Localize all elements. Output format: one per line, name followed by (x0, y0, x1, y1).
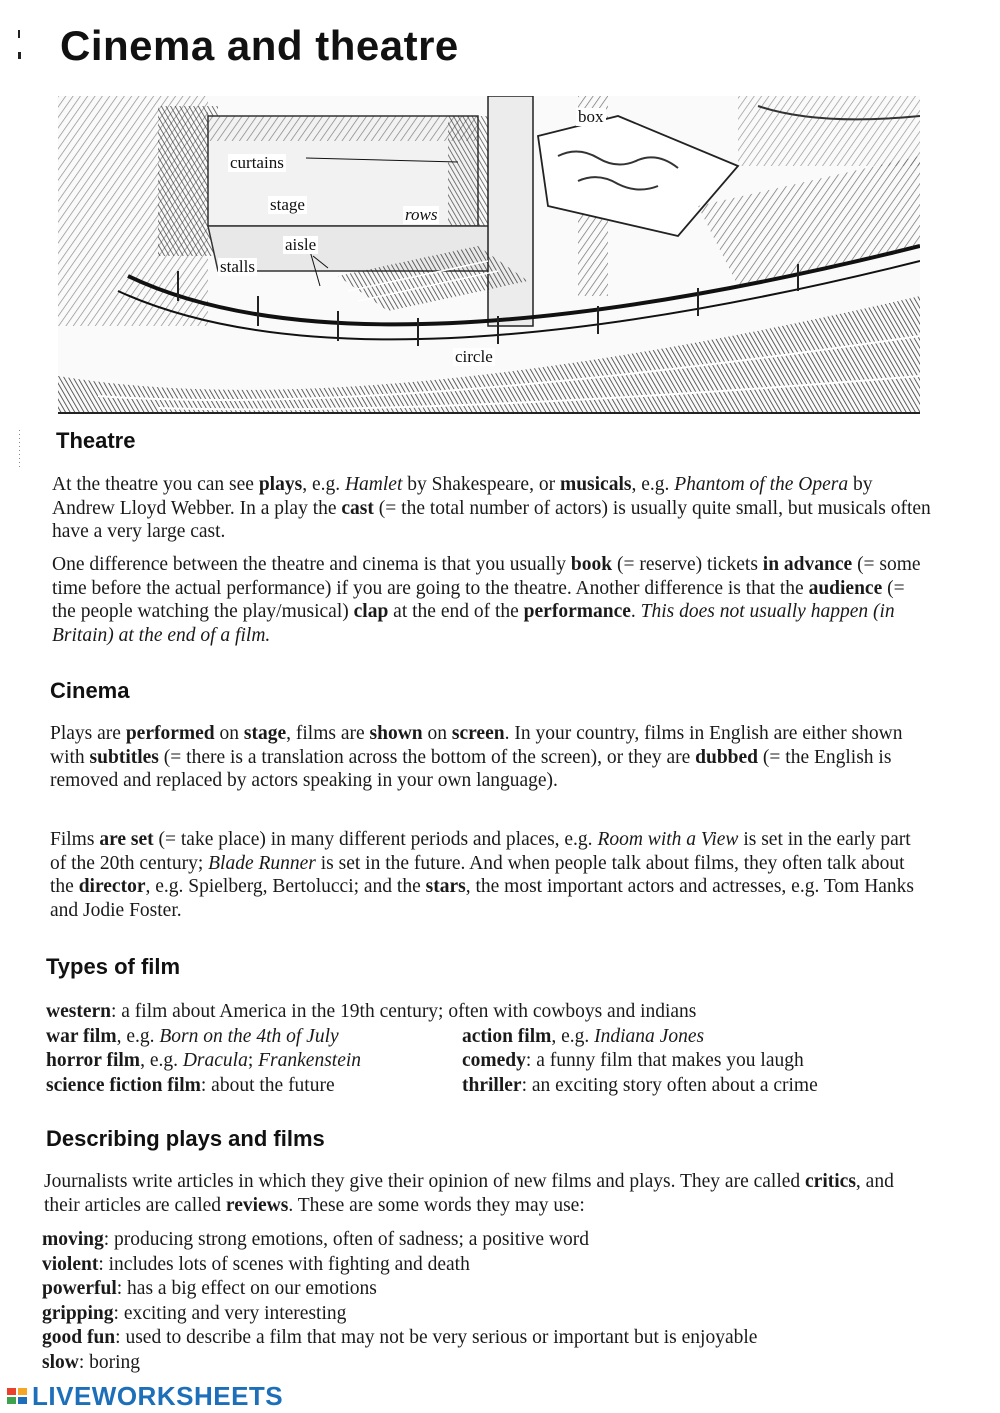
key-term: war film (46, 1025, 117, 1047)
types-left-column (46, 1025, 361, 1099)
type-item (46, 1074, 361, 1099)
text-run: : boring (78, 1351, 141, 1373)
key-term: director (78, 876, 146, 897)
text-run: : has a big effect on our emotions (116, 1278, 377, 1299)
describing-intro (44, 1170, 934, 1217)
describing-heading: Describing plays and films (46, 1126, 325, 1151)
key-term: reviews (225, 1194, 289, 1216)
type-item (46, 1025, 361, 1050)
text-run: At the theatre you can see (52, 474, 259, 495)
type-item (462, 1074, 818, 1099)
text-run: (= take place) in many different periods and places, e.g. (153, 829, 598, 850)
text-run: , e.g. (551, 1025, 595, 1047)
text-run: (= some time before the actual performance) if you are going to the theatre. Another difference is that the (52, 554, 921, 599)
text-run: on (214, 723, 244, 744)
text-run: , the most important actors and actresses, e.g. Tom Hanks and Jodie Foster. (50, 876, 915, 921)
describing-word (42, 1253, 952, 1278)
text-run: : about the future (200, 1074, 335, 1096)
text-run: : producing strong emotions, often of sadness; a positive word (103, 1229, 590, 1250)
describing-word (42, 1351, 952, 1376)
title-reference: Dracula (182, 1050, 248, 1071)
text-run: ; (247, 1050, 259, 1071)
text-run: , e.g. (116, 1025, 160, 1047)
text-run: . These are some words they may use: (288, 1194, 585, 1216)
key-term: audience (808, 577, 883, 599)
type-item (46, 1049, 361, 1074)
text-run: (= there is a translation across the bottom of the screen), or they are (158, 746, 696, 768)
text-run: Films (50, 829, 100, 850)
key-term: clap (353, 601, 389, 622)
title-reference: Phantom of the Opera (674, 474, 849, 495)
types-heading: Types of film (46, 954, 181, 979)
key-term: slow (42, 1351, 79, 1373)
text-run: : used to describe a film that may not be very serious or important but is enjoyable (115, 1327, 758, 1348)
key-term: science fiction film (46, 1074, 201, 1096)
key-term: powerful (42, 1278, 117, 1299)
key-term: screen (451, 723, 505, 744)
text-run: Plays are (50, 723, 126, 744)
label-rows: rows (405, 205, 438, 224)
key-term: good fun (42, 1327, 116, 1348)
margin-dots (18, 430, 21, 470)
key-term: horror film (46, 1050, 141, 1071)
text-run: One difference between the theatre and cinema is that you usually (52, 554, 571, 575)
key-term: comedy (462, 1050, 526, 1071)
label-circle: circle (455, 347, 493, 366)
text-run: , e.g. (302, 474, 345, 495)
key-term: stars (425, 876, 466, 897)
key-term: stage (243, 723, 287, 744)
label-stalls: stalls (220, 257, 255, 276)
key-term: in advance (762, 554, 853, 575)
key-term: shown (369, 723, 423, 744)
types-right-column (462, 1025, 818, 1099)
key-term: critics (805, 1171, 856, 1192)
key-term: gripping (42, 1302, 114, 1324)
describing-word (42, 1228, 952, 1253)
text-run: is set in the future. And when people talk about films, they often talk about the (50, 852, 905, 897)
page-title: Cinema and theatre (60, 22, 459, 69)
title-reference: Blade Runner (208, 852, 316, 874)
theatre-paragraph-1 (52, 473, 932, 544)
title-reference: Hamlet (344, 474, 403, 495)
key-term: musicals (559, 474, 632, 495)
text-run: (= the total number of actors) is usually quite small, but musicals often have a very large cast. (52, 497, 931, 542)
key-term: performed (125, 723, 215, 744)
text-run: . In your country, films in English are either shown with (50, 723, 903, 768)
cinema-heading: Cinema (50, 678, 130, 703)
type-western (46, 1000, 946, 1025)
text-run: is set in the early part of the 20th century; (50, 829, 911, 874)
text-run: , e.g. (140, 1050, 183, 1071)
key-term: book (570, 554, 613, 575)
text-run: : an exciting story often about a crime (521, 1074, 818, 1096)
describing-word (42, 1326, 952, 1351)
type-item (462, 1049, 818, 1074)
key-term: thriller (462, 1074, 522, 1096)
text-run: (= the English is removed and replaced by actors speaking in your own language). (50, 746, 892, 791)
title-reference: Frankenstein (258, 1050, 362, 1071)
type-item (462, 1025, 818, 1050)
describing-word (42, 1302, 952, 1327)
theatre-paragraph-2 (52, 553, 932, 647)
key-term: violent (42, 1253, 99, 1275)
types-of-film (46, 1000, 946, 1096)
key-term: moving (42, 1229, 104, 1250)
cinema-paragraph-1 (50, 722, 930, 793)
title-reference: This does not usually happen (in Britain) at the end of a film. (52, 601, 895, 646)
describing-word-list (42, 1228, 952, 1375)
label-stage: stage (270, 195, 305, 214)
text-run: : a funny film that makes you laugh (525, 1050, 804, 1071)
text-run: : a film about America in the 19th century; often with cowboys and indians (110, 1001, 697, 1022)
title-reference: Indiana Jones (594, 1025, 705, 1047)
text-run: at the end of the (388, 601, 524, 622)
key-term: western (46, 1001, 111, 1022)
text-run: (= the people watching the play/musical) (52, 577, 905, 622)
key-term: performance (523, 601, 631, 622)
text-run: : includes lots of scenes with fighting and death (98, 1253, 470, 1275)
text-run: , e.g. Spielberg, Bertolucci; and the (145, 876, 426, 897)
liveworksheets-footer (6, 1382, 283, 1410)
key-term: action film (462, 1025, 552, 1047)
liveworksheets-logo-icon (6, 1385, 28, 1407)
key-term: dubbed (695, 746, 759, 768)
title-reference: Born on the 4th of July (159, 1025, 339, 1047)
text-run: , and their articles are called (44, 1171, 894, 1216)
describing-word (42, 1277, 952, 1302)
text-run: (= reserve) tickets (612, 554, 763, 575)
text-run: by Andrew Lloyd Webber. In a play the (52, 474, 873, 519)
margin-marks (18, 30, 24, 60)
title-reference: Room with a View (597, 829, 739, 850)
key-term: subtitles (89, 746, 159, 768)
liveworksheets-brand: LIVEWORKSHEETS (32, 1380, 284, 1411)
key-term: plays (258, 474, 303, 495)
theatre-heading: Theatre (56, 428, 136, 453)
label-aisle: aisle (285, 235, 317, 254)
text-run: by Shakespeare, or (402, 474, 560, 495)
text-run: . (630, 601, 641, 622)
key-term: cast (341, 497, 374, 519)
text-run: , e.g. (631, 474, 675, 495)
text-run: on (422, 723, 452, 744)
theatre-illustration (58, 96, 920, 414)
label-box: box (578, 107, 604, 126)
text-run: , films are (286, 723, 370, 744)
key-term: are set (99, 829, 154, 850)
label-curtains: curtains (230, 153, 284, 172)
cinema-paragraph-2 (50, 828, 930, 922)
text-run: : exciting and very interesting (113, 1302, 347, 1324)
text-run: Journalists write articles in which they give their opinion of new films and plays. They are called (44, 1171, 806, 1192)
